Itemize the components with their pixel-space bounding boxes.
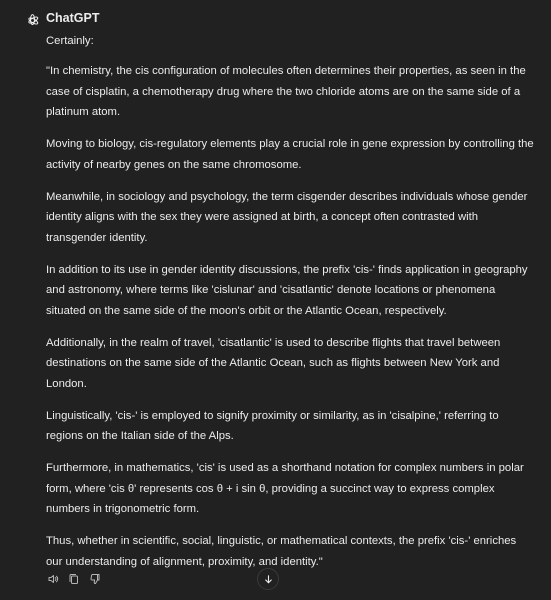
message-actions [46, 571, 102, 587]
paragraph-geography: In addition to its use in gender identity discussions, the prefix 'cis-' finds application in geography and astronomy, where terms like 'cislunar' and 'cisatlantic' denote locations or phenomena situated on the same side of the moon's orbit or the Atlantic Ocean, respectively. [46, 263, 528, 317]
paragraph-travel: Additionally, in the realm of travel, 'cisatlantic' is used to describe flights that travel between destinations on the same side of the Atlantic Ocean, such as flights between New York and London. [46, 336, 501, 390]
message-author: ChatGPT [46, 11, 100, 25]
thumbs-down-icon[interactable] [88, 572, 102, 586]
scroll-to-bottom-button[interactable] [257, 568, 279, 590]
paragraph-intro: Certainly: [46, 35, 94, 47]
message-content [46, 31, 534, 584]
paragraph-chemistry: "In chemistry, the cis configuration of molecules often determines their properties, as seen in the case of cisplatin, a chemotherapy drug where the two chloride atoms are on the same side of a platinum atom. [46, 65, 526, 118]
paragraph-linguistics: Linguistically, 'cis-' is employed to signify proximity or similarity, as in 'cisalpine,' referring to regions on the Italian side of the Alps. [46, 409, 499, 442]
speaker-icon[interactable] [46, 572, 60, 586]
paragraph-mathematics: Furthermore, in mathematics, 'cis' is used as a shorthand notation for complex numbers in polar form, where 'cis θ' represents cos θ + i sin θ, providing a succinct way to express complex numbers in trigonometric form. [46, 462, 524, 515]
arrow-down-icon [263, 574, 274, 585]
paragraph-sociology: Meanwhile, in sociology and psychology, the term cisgender describes individuals whose gender identity aligns with the sex they were assigned at birth, a concept often contrasted with transgender identity. [46, 190, 528, 244]
paragraph-conclusion: Thus, whether in scientific, social, linguistic, or mathematical contexts, the prefix 'cis-' enriches our understanding of alignment, proximity, and identity." [46, 535, 517, 568]
paragraph-biology: Moving to biology, cis-regulatory elements play a crucial role in gene expression by controlling the activity of nearby genes on the same chromosome. [46, 138, 534, 171]
copy-icon[interactable] [67, 572, 81, 586]
openai-logo-icon [24, 12, 40, 28]
